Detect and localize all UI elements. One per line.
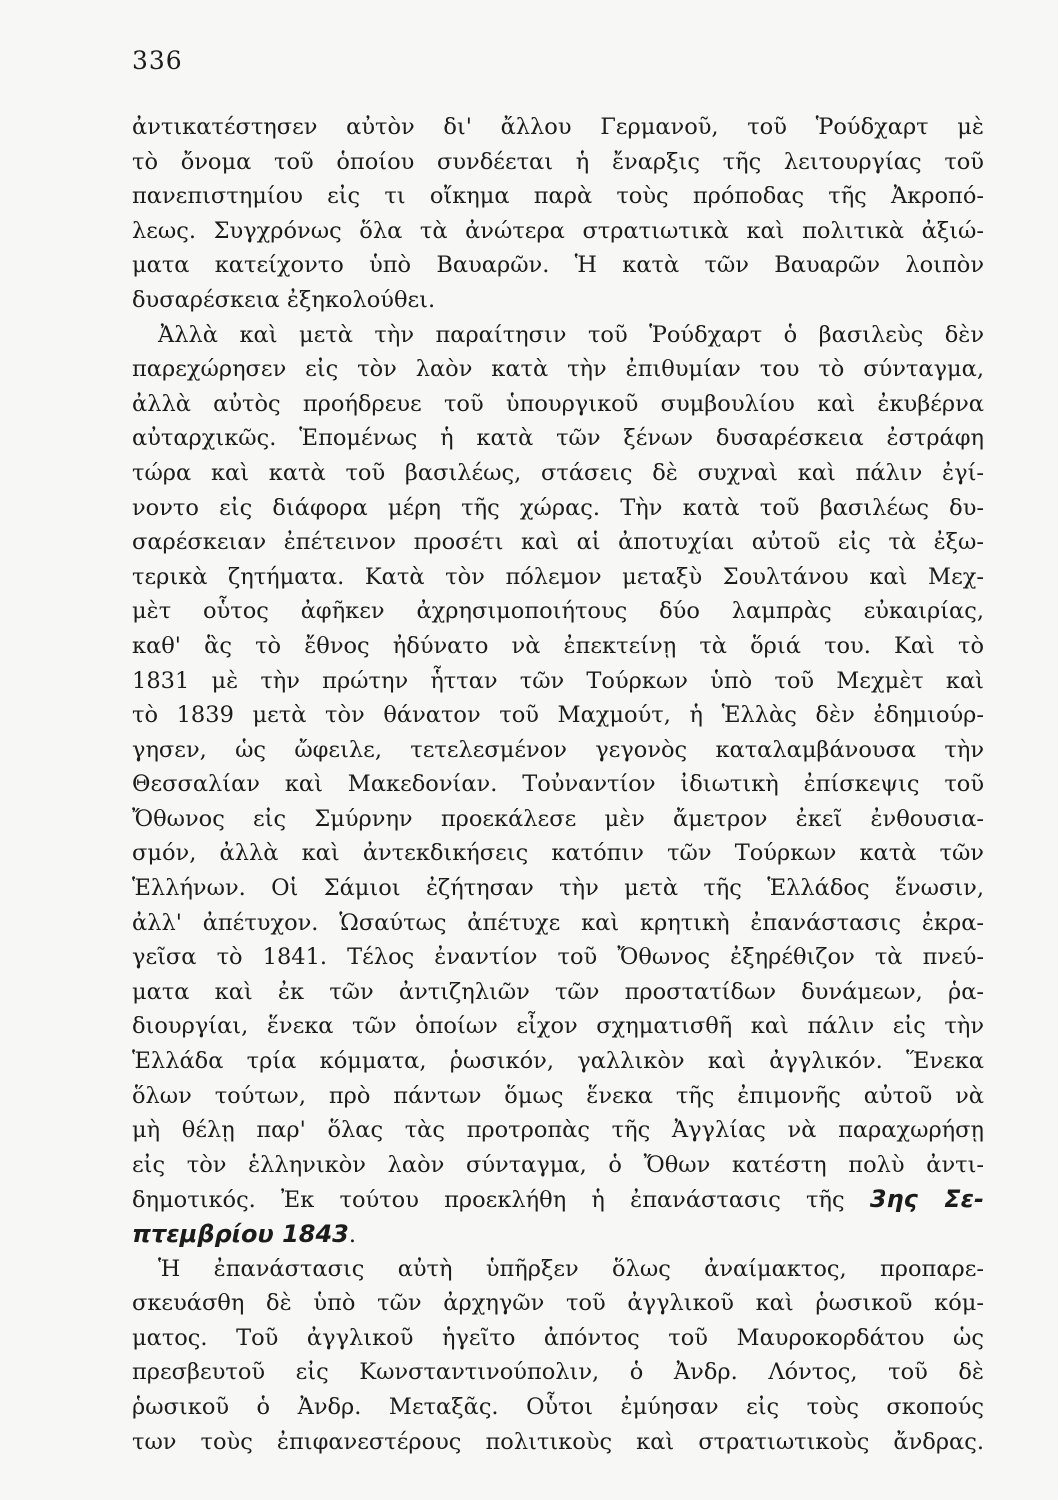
text-line: νοντο εἰς διάφορα μέρη τῆς χώρας. Τὴν κατὰ τοῦ βασιλέως δυ- — [132, 494, 984, 521]
text-line-with-emphasis — [132, 1182, 984, 1217]
text-line: τερικὰ ζητήματα. Κατὰ τὸν πόλεμον μεταξὺ Σουλτάνου καὶ Μεχ- — [132, 563, 984, 590]
text-line-with-emphasis — [132, 1217, 984, 1252]
emphasized-date: 3ης Σε- — [869, 1185, 984, 1214]
text-line: λεως. Συγχρόνως ὅλα τὰ ἀνώτερα στρατιωτικὰ καὶ πολιτικὰ ἀξιώ- — [132, 217, 984, 244]
text-line: ματος. Τοῦ ἀγγλικοῦ ἡγεῖτο ἀπόντος τοῦ Μαυροκορδάτου ὡς — [132, 1324, 984, 1351]
text-line: διουργίαι, ἕνεκα τῶν ὁποίων εἶχον σχηματισθῆ καὶ πάλιν εἰς τὴν — [132, 1013, 984, 1040]
text-line: ἀλλ' ἀπέτυχον. Ὡσαύτως ἀπέτυχε καὶ κρητικὴ ἐπανάστασις ἐκρα- — [132, 909, 984, 936]
text-line: σαρέσκειαν ἐπέτεινον προσέτι καὶ αἱ ἀποτυχίαι αὐτοῦ εἰς τὰ ἐξω- — [132, 529, 984, 556]
text-line: ματα κατείχοντο ὑπὸ Βαυαρῶν. Ἡ κατὰ τῶν Βαυαρῶν λοιπὸν — [132, 252, 984, 279]
text-line: παρεχώρησεν εἰς τὸν λαὸν κατὰ τὴν ἐπιθυμίαν του τὸ σύνταγμα, — [132, 356, 984, 383]
text-line: δυσαρέσκεια ἐξηκολούθει. — [132, 286, 436, 313]
text-line: πρεσβευτοῦ εἰς Κωνσταντινούπολιν, ὁ Ἀνδρ. Λόντος, τοῦ δὲ — [132, 1359, 984, 1386]
text-line: ὅλων τούτων, πρὸ πάντων ὅμως ἕνεκα τῆς ἐπιμονῆς αὐτοῦ νὰ — [132, 1082, 984, 1109]
text-line: Θεσσαλίαν καὶ Μακεδονίαν. Τοὐναντίον ἰδιωτικὴ ἐπίσκεψις τοῦ — [132, 771, 984, 798]
text-line: πανεπιστημίου εἰς τι οἴκημα παρὰ τοὺς πρόποδας τῆς Ἀκροπό- — [132, 183, 984, 210]
text-line: σμόν, ἀλλὰ καὶ ἀντεκδικήσεις κατόπιν τῶν Τούρκων κατὰ τῶν — [132, 840, 984, 867]
text-line: ἀλλὰ αὐτὸς προήδρευε τοῦ ὑπουργικοῦ συμβουλίου καὶ ἐκυβέρνα — [132, 390, 984, 417]
text-line: καθ' ἃς τὸ ἔθνος ἠδύνατο νὰ ἐπεκτείνῃ τὰ ὅριά του. Καὶ τὸ — [132, 632, 984, 659]
text-line: Ὄθωνος εἰς Σμύρνην προεκάλεσε μὲν ἄμετρον ἐκεῖ ἐνθουσια- — [132, 805, 984, 832]
text-line: ῥωσικοῦ ὁ Ἀνδρ. Μεταξᾶς. Οὗτοι ἐμύησαν εἰς τοὺς σκοπούς — [132, 1393, 984, 1420]
text-line: των τοὺς ἐπιφανεστέρους πολιτικοὺς καὶ στρατιωτικοὺς ἄνδρας. — [132, 1428, 984, 1455]
page-number: 336 — [132, 46, 183, 75]
emphasized-date: πτεμβρίου 1843 — [132, 1220, 349, 1248]
text-line: σκευάσθη δὲ ὑπὸ τῶν ἀρχηγῶν τοῦ ἀγγλικοῦ καὶ ῥωσικοῦ κόμ- — [132, 1290, 984, 1317]
text-line: τὸ 1839 μετὰ τὸν θάνατον τοῦ Μαχμούτ, ἡ Ἑλλὰς δὲν ἐδημιούρ- — [132, 702, 984, 729]
text-line: Ἑλλάδα τρία κόμματα, ῥωσικόν, γαλλικὸν καὶ ἀγγλικόν. Ἕνεκα — [132, 1048, 984, 1075]
text-line: αὐταρχικῶς. Ἑπομένως ἡ κατὰ τῶν ξένων δυσαρέσκεια ἐστράφη — [132, 425, 984, 452]
text-line: ματα καὶ ἐκ τῶν ἀντιζηλιῶν τῶν προστατίδων δυνάμεων, ῥα- — [132, 978, 984, 1005]
text-line: τώρα καὶ κατὰ τοῦ βασιλέως, στάσεις δὲ συχναὶ καὶ πάλιν ἐγί- — [132, 459, 984, 486]
text-line: Ἡ ἐπανάστασις αὐτὴ ὑπῆρξεν ὅλως ἀναίμακτος, προπαρε- — [158, 1255, 984, 1282]
body-text — [132, 110, 984, 1459]
text-line: γεῖσα τὸ 1841. Τέλος ἐναντίον τοῦ Ὄθωνος ἐξηρέθιζον τὰ πνεύ- — [132, 944, 984, 971]
text-line: γησεν, ὡς ὤφειλε, τετελεσμένον γεγονὸς καταλαμβάνουσα τὴν — [132, 736, 984, 763]
text-line: εἰς τὸν ἑλληνικὸν λαὸν σύνταγμα, ὁ Ὄθων κατέστη πολὺ ἀντι- — [132, 1151, 984, 1178]
text-line: ἀντικατέστησεν αὐτὸν δι' ἄλλου Γερμανοῦ, τοῦ Ῥούδχαρτ μὲ — [132, 114, 984, 140]
text-line: 1831 μὲ τὴν πρώτην ἧτταν τῶν Τούρκων ὑπὸ τοῦ Μεχμὲτ καὶ — [132, 667, 984, 694]
text-fragment: . — [348, 1222, 357, 1248]
text-fragment: δημοτικός. Ἐκ τούτου προεκλήθη ἡ ἐπανάστασις τῆς — [132, 1187, 845, 1214]
text-line: μὲτ οὗτος ἀφῆκεν ἀχρησιμοποιήτους δύο λαμπρὰς εὐκαιρίας, — [132, 598, 984, 625]
text-line: Ἀλλὰ καὶ μετὰ τὴν παραίτησιν τοῦ Ῥούδχαρτ ὁ βασιλεὺς δὲν — [158, 321, 984, 348]
text-line: Ἑλλήνων. Οἱ Σάμιοι ἐζήτησαν τὴν μετὰ τῆς Ἑλλάδος ἕνωσιν, — [132, 875, 984, 902]
text-line: τὸ ὄνομα τοῦ ὁποίου συνδέεται ἡ ἔναρξις τῆς λειτουργίας τοῦ — [132, 148, 984, 175]
text-line: μὴ θέλῃ παρ' ὅλας τὰς προτροπὰς τῆς Ἀγγλίας νὰ παραχωρήσῃ — [132, 1117, 984, 1144]
